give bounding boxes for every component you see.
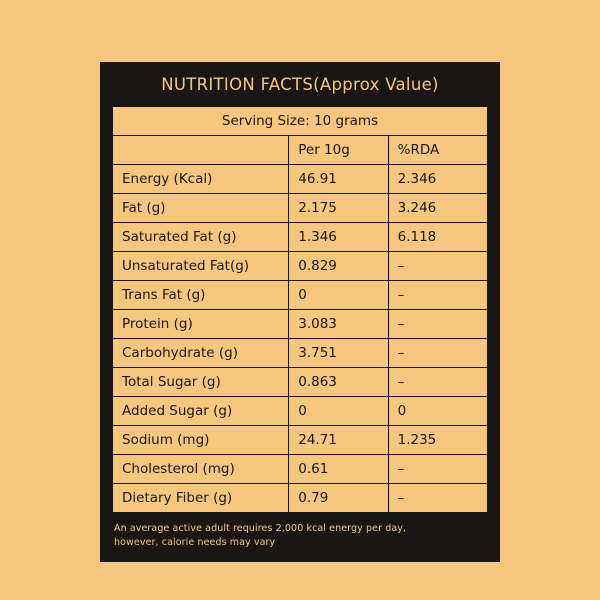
table-row — [113, 223, 488, 252]
nutrient-rda: – — [388, 484, 487, 513]
nutrient-name: Added Sugar (g) — [113, 397, 289, 426]
table-row — [113, 484, 488, 513]
footnote — [100, 513, 500, 550]
table-row — [113, 252, 488, 281]
header-per-serving-cell: Per 10g — [289, 136, 388, 165]
nutrient-name: Total Sugar (g) — [113, 368, 289, 397]
header-nutrient-cell — [113, 136, 289, 165]
nutrient-rda: 1.235 — [388, 426, 487, 455]
table-row — [113, 397, 488, 426]
nutrient-value: 0.79 — [289, 484, 388, 513]
nutrient-name: Carbohydrate (g) — [113, 339, 289, 368]
nutrient-value: 1.346 — [289, 223, 388, 252]
nutrient-value: 3.083 — [289, 310, 388, 339]
nutrient-name: Dietary Fiber (g) — [113, 484, 289, 513]
nutrient-value: 0 — [289, 397, 388, 426]
nutrition-facts-title — [100, 62, 500, 106]
nutrient-value: 0.61 — [289, 455, 388, 484]
table-row — [113, 455, 488, 484]
table-row — [113, 281, 488, 310]
nutrition-table — [112, 106, 488, 513]
nutrient-name: Fat (g) — [113, 194, 289, 223]
nutrient-rda: 2.346 — [388, 165, 487, 194]
nutrient-value: 2.175 — [289, 194, 388, 223]
nutrient-rda: 6.118 — [388, 223, 487, 252]
nutrient-rda: – — [388, 310, 487, 339]
table-row — [113, 165, 488, 194]
nutrient-value: 0.863 — [289, 368, 388, 397]
serving-size-row — [113, 107, 488, 136]
nutrient-value: 46.91 — [289, 165, 388, 194]
nutrient-value: 3.751 — [289, 339, 388, 368]
nutrient-name: Unsaturated Fat(g) — [113, 252, 289, 281]
footnote-line-2: however, calorie needs may vary — [114, 536, 276, 548]
header-rda-cell: %RDA — [388, 136, 487, 165]
table-row — [113, 310, 488, 339]
nutrition-facts-panel — [100, 62, 500, 562]
nutrient-rda: – — [388, 252, 487, 281]
nutrient-value: 0.829 — [289, 252, 388, 281]
serving-size-cell: Serving Size: 10 grams — [113, 107, 488, 136]
table-row — [113, 426, 488, 455]
nutrient-value: 24.71 — [289, 426, 388, 455]
nutrient-rda: 0 — [388, 397, 487, 426]
nutrient-rda: – — [388, 455, 487, 484]
nutrient-name: Saturated Fat (g) — [113, 223, 289, 252]
nutrient-rda: – — [388, 339, 487, 368]
table-row — [113, 339, 488, 368]
nutrient-rda: – — [388, 368, 487, 397]
table-row — [113, 194, 488, 223]
footnote-line-1: An average active adult requires 2,000 kcal energy per day, — [114, 523, 407, 534]
table-row — [113, 368, 488, 397]
nutrient-name: Energy (Kcal) — [113, 165, 289, 194]
table-header-row — [113, 136, 488, 165]
nutrient-value: 0 — [289, 281, 388, 310]
nutrient-name: Sodium (mg) — [113, 426, 289, 455]
nutrition-table-wrapper — [112, 106, 488, 513]
nutrient-rda: – — [388, 281, 487, 310]
nutrient-name: Cholesterol (mg) — [113, 455, 289, 484]
title-main-text: NUTRITION FACTS — [161, 74, 314, 94]
nutrient-rda: 3.246 — [388, 194, 487, 223]
nutrient-name: Protein (g) — [113, 310, 289, 339]
title-sub-text: (Approx Value) — [313, 74, 439, 94]
nutrient-name: Trans Fat (g) — [113, 281, 289, 310]
